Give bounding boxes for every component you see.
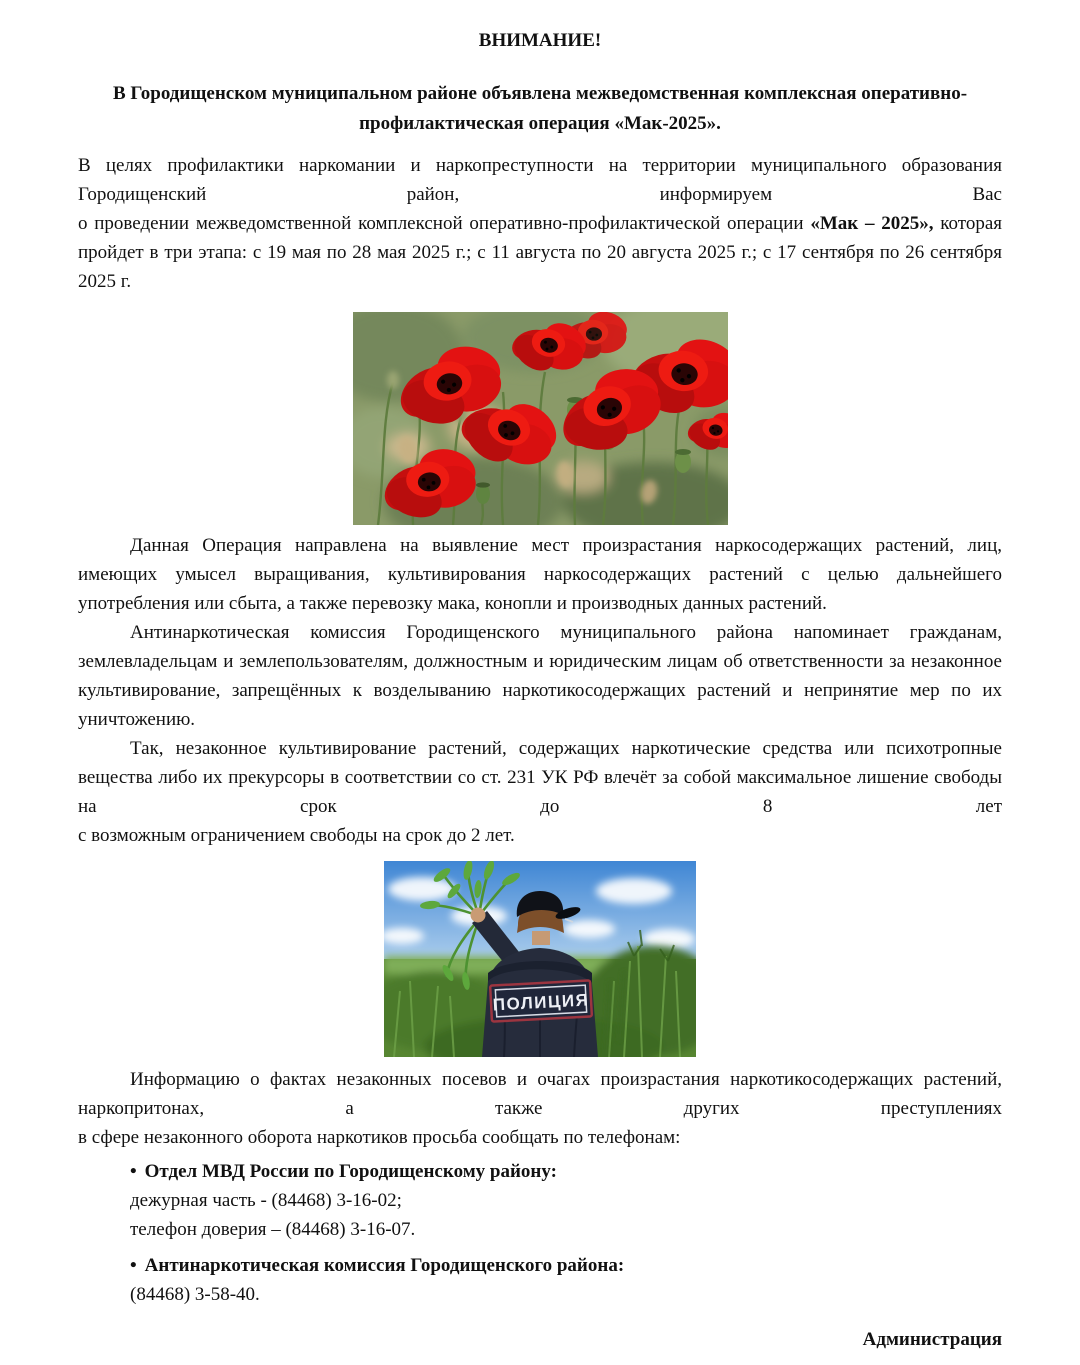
footer-signature: Администрация: [862, 1329, 1002, 1350]
paragraph-line: Информацию о фактах незаконных посевов и очагах произрастания наркотикосодержащих растений,: [130, 1069, 1002, 1090]
paragraph-line: имеющих умысел выращивания, культивирования наркосодержащих растений с целью дальнейшего: [78, 564, 1002, 585]
contact-commission-phone: (84468) 3-58-40.: [130, 1284, 260, 1305]
paragraph-criminal-liability: [78, 734, 1002, 850]
paragraph-line: Данная Операция направлена на выявление мест произрастания наркосодержащих растений, лиц,: [130, 535, 1002, 556]
document-subtitle: [78, 79, 1002, 139]
paragraph-line: наркопритонах, а также других преступлениях: [78, 1098, 1002, 1119]
police-officer-image: [384, 861, 696, 1057]
paragraph-line: Городищенский район, информируем Вас: [78, 184, 1002, 205]
contact-mvd-label: Отдел МВД России по Городищенскому району: [144, 1161, 551, 1182]
paragraph-operation-goal: [78, 531, 1002, 618]
paragraph-report-info: [78, 1065, 1002, 1152]
paragraph-line: употребления или сбыта, а также перевозку мака, конопли и производных данных растений.: [78, 593, 827, 614]
police-officer-photo: [78, 861, 1002, 1057]
paragraph-line: вещества либо их прекурсоры в соответствии со ст. 231 УК РФ влечёт за собой максимальное лишение свободы: [78, 767, 1002, 788]
paragraph-intro: [78, 151, 1002, 296]
page-title: ВНИМАНИЕ!: [478, 30, 602, 51]
paragraph-line: Антинаркотическая комиссия Городищенского муниципального района напоминает гражданам,: [130, 622, 1002, 643]
paragraph-line: [78, 209, 1002, 238]
contact-mvd-title: [130, 1157, 1002, 1186]
operation-name-bold: «Мак – 2025»,: [810, 213, 934, 234]
contact-trust-phone: телефон доверия – (84468) 3-16-07.: [130, 1219, 416, 1240]
paragraph-commission-reminder: [78, 618, 1002, 734]
bullet-icon: •: [130, 1161, 137, 1182]
poppy-field-image: [353, 312, 728, 525]
paragraph-line: в сфере незаконного оборота наркотиков просьба сообщать по телефонам:: [78, 1127, 681, 1148]
subtitle-line-1: В Городищенском муниципальном районе объявлена межведомственная комплексная оперативно-: [112, 83, 968, 104]
contact-duty-phone: дежурная часть - (84468) 3-16-02;: [130, 1190, 402, 1211]
police-patch-label: ПОЛИЦИЯ: [492, 990, 590, 1015]
bullet-icon: •: [130, 1255, 137, 1276]
paragraph-line: 2025 г.: [78, 271, 132, 292]
paragraph-text: о проведении межведомственной комплексной оперативно-профилактической операции: [78, 213, 811, 234]
paragraph-text: которая: [933, 213, 1002, 234]
contact-commission-label: Антинаркотическая комиссия Городищенского района:: [144, 1255, 625, 1276]
poppy-field-photo: [78, 312, 1002, 525]
paragraph-line: В целях профилактики наркомании и наркопреступности на территории муниципального образования: [78, 155, 1002, 176]
paragraph-line: на срок до 8 лет: [78, 796, 1002, 817]
paragraph-line: культивирование, запрещённых к возделыванию наркотикосодержащих растений и непринятие мер по их: [78, 680, 1002, 701]
paragraph-line: землевладельцам и землепользователям, должностным и юридическим лицам об ответственности за незаконное: [78, 651, 1002, 672]
paragraph-line: Так, незаконное культивирование растений, содержащих наркотические средства или психотропные: [130, 738, 1002, 759]
contact-mvd-colon: :: [550, 1161, 557, 1182]
subtitle-line-2: профилактическая операция «Мак-2025».: [359, 113, 721, 134]
paragraph-line: пройдет в три этапа: с 19 мая по 28 мая 2025 г.; с 11 августа по 20 августа 2025 г.; с 17 сентября по 26 сентября: [78, 242, 1002, 263]
document-page: [78, 0, 1002, 1354]
paragraph-line: с возможным ограничением свободы на срок до 2 лет.: [78, 825, 515, 846]
paragraph-line: уничтожению.: [78, 709, 196, 730]
contacts-block: [130, 1157, 1002, 1309]
contact-commission-title: [130, 1251, 1002, 1280]
